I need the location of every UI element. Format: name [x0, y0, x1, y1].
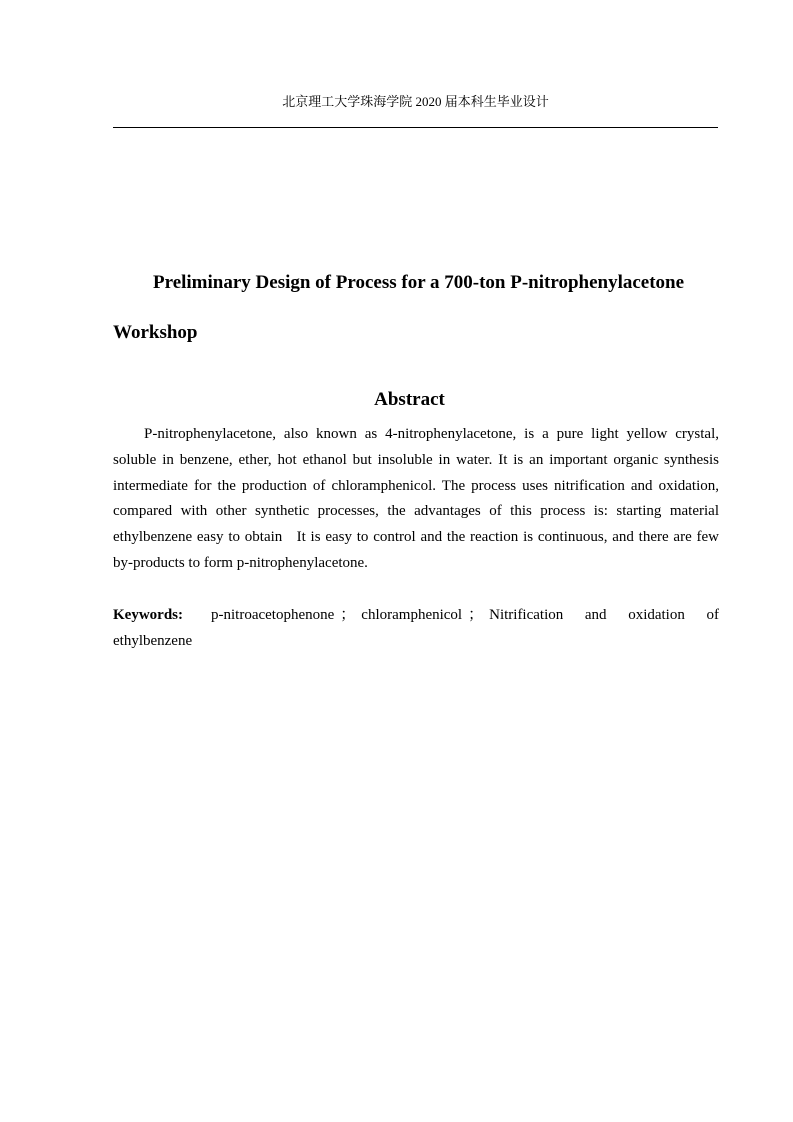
abstract-body: P-nitrophenylacetone, also known as 4-nitrophenylacetone, is a pure light yellow crystal, soluble in benzene, ether, hot ethanol but insoluble in water. It is an important organic synthesis intermediate for the production of chloramphenicol. The process uses nitrification and oxidation, compared with other synthetic processes, the advantages of this process is: starting material ethylbenzene easy to obtain It is easy to control and the reaction is continuous, and there are few by-products to form p-nitrophenylacetone. — [113, 426, 719, 571]
document-title: Preliminary Design of Process for a 700-ton P-nitrophenylacetone Workshop — [113, 272, 685, 343]
keyword-item: chloramphenicol — [361, 607, 463, 623]
keyword-item: Nitrification and oxidation of ethylbenzene — [113, 607, 719, 649]
keywords-label: Keywords: — [113, 607, 183, 623]
header-divider — [113, 127, 718, 128]
keyword-item: p-nitroacetophenone — [211, 607, 335, 623]
keyword-separator: ； — [340, 607, 356, 623]
page-header: 北京理工大学珠海学院 2020 届本科生毕业设计 — [282, 94, 549, 109]
keywords-line — [113, 602, 719, 654]
keyword-separator: ； — [468, 607, 484, 623]
abstract-heading: Abstract — [374, 389, 445, 410]
